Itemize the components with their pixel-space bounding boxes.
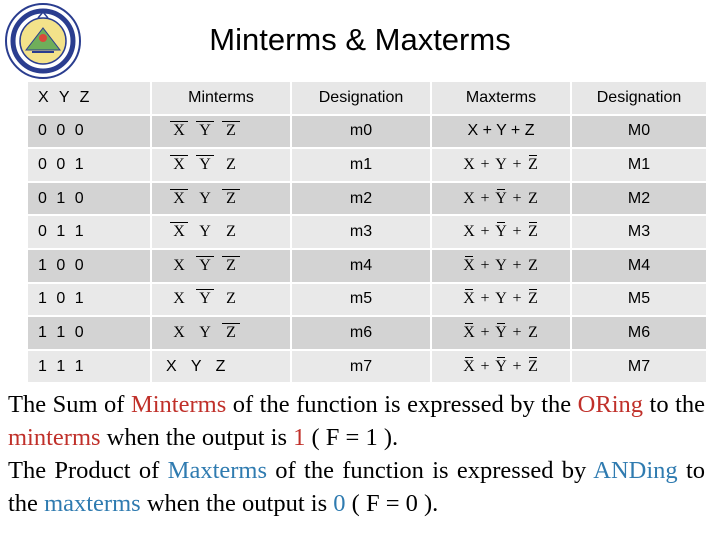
literal: Y: [199, 223, 211, 241]
complemented-literal: Z: [218, 324, 244, 342]
description-segment: to the: [8, 457, 706, 517]
literal: X: [463, 155, 475, 173]
maxterm-expression: X + Y + Z: [467, 122, 535, 140]
literal: Y: [495, 290, 507, 308]
header-designation-minterm: Designation: [292, 82, 432, 114]
complemented-literal: X: [461, 257, 477, 275]
minterm-cell: [152, 317, 292, 349]
description-segment: ( F = 0 ).: [345, 490, 439, 517]
complemented-literal: Z: [525, 290, 541, 308]
maxterm-cell: [432, 149, 572, 181]
literal: X: [173, 256, 185, 274]
maxterm-expression: [461, 358, 541, 376]
or-operator: +: [512, 256, 522, 274]
complemented-literal: X: [166, 156, 192, 174]
minterm-cell: [152, 116, 292, 148]
xyz-cell: 1 1 1: [28, 351, 152, 383]
xyz-cell: 1 1 0: [28, 317, 152, 349]
description-segment: when the output is: [140, 490, 334, 517]
table-row: [28, 216, 706, 250]
maxterm-designation: M2: [627, 189, 651, 207]
minterm-designation: m1: [292, 149, 432, 181]
table-row: [28, 351, 706, 385]
literal: Z: [226, 223, 236, 241]
table-row: [28, 250, 706, 284]
maxterm-cell: [432, 284, 572, 316]
minterm-designation: m5: [292, 284, 432, 316]
or-operator: +: [480, 290, 490, 308]
maxterm-cell: [432, 317, 572, 349]
xyz-cell: 1 0 0: [28, 250, 152, 282]
table-row: [28, 183, 706, 217]
literal: Y: [199, 323, 211, 341]
literal: Y: [199, 189, 211, 207]
maxterm-cell: [432, 351, 572, 383]
table-row: [28, 149, 706, 183]
complemented-literal: Z: [525, 156, 541, 174]
maxterm-designation: M4: [627, 256, 651, 274]
minterm-cell: [152, 284, 292, 316]
description-segment: 1: [293, 424, 306, 451]
or-operator: +: [512, 223, 522, 241]
maxterm-cell: [432, 116, 572, 148]
complemented-literal: Z: [525, 358, 541, 376]
maxterm-cell: [432, 216, 572, 248]
minterm-designation: m3: [292, 216, 432, 248]
description: [8, 388, 705, 520]
complemented-literal: X: [166, 122, 192, 140]
complemented-literal: Y: [493, 223, 509, 241]
maxterm-expression: [461, 324, 541, 342]
complemented-literal: Y: [493, 190, 509, 208]
description-segment: maxterms: [44, 490, 141, 517]
description-segment: ANDing: [593, 457, 678, 484]
maxterm-designation: M6: [627, 323, 651, 341]
maxterm-expression: [461, 290, 541, 308]
complemented-literal: X: [461, 358, 477, 376]
maxterm-designation: M5: [627, 290, 651, 308]
or-operator: +: [480, 223, 490, 241]
literal: Z: [528, 256, 538, 274]
minterm-maxterm-table: [28, 82, 706, 384]
xyz-cell: 0 0 1: [28, 149, 152, 181]
description-segment: ORing: [577, 391, 643, 418]
or-operator: +: [480, 357, 490, 375]
maxterm-cell: [432, 250, 572, 282]
literal: Y: [495, 155, 507, 173]
description-segment: of the function is expressed by the: [226, 391, 578, 418]
sum-of-minterms-text: [8, 388, 705, 454]
description-segment: Minterms: [130, 391, 227, 418]
minterm-designation: m7: [292, 351, 432, 383]
complemented-literal: Y: [493, 358, 509, 376]
complemented-literal: Z: [218, 190, 244, 208]
minterm-designation: m0: [292, 116, 432, 148]
minterm-cell: [152, 183, 292, 215]
minterm-expression: X Y Z: [166, 357, 226, 375]
or-operator: +: [480, 256, 490, 274]
maxterm-designation: M7: [627, 357, 651, 375]
literal: X: [173, 323, 185, 341]
maxterm-designation: M0: [627, 122, 651, 140]
literal: Z: [528, 323, 538, 341]
table-row: [28, 317, 706, 351]
literal: Z: [226, 290, 236, 308]
xyz-cell: 0 0 0: [28, 116, 152, 148]
description-segment: The Product of: [8, 457, 168, 484]
complemented-literal: X: [461, 290, 477, 308]
maxterm-expression: [461, 257, 541, 275]
or-operator: +: [480, 155, 490, 173]
complemented-literal: Y: [192, 156, 218, 174]
or-operator: +: [512, 189, 522, 207]
description-segment: The Sum of: [8, 391, 131, 418]
header-maxterms: Maxterms: [432, 82, 572, 114]
description-segment: to the: [643, 391, 706, 418]
description-segment: Maxterms: [167, 457, 267, 484]
xyz-cell: 1 0 1: [28, 284, 152, 316]
literal: Z: [226, 155, 236, 173]
minterm-cell: [152, 351, 292, 383]
description-segment: minterms: [8, 424, 101, 451]
or-operator: +: [480, 189, 490, 207]
maxterm-expression: [461, 223, 541, 241]
complemented-literal: Z: [218, 122, 244, 140]
complemented-literal: Y: [192, 290, 218, 308]
description-segment: of the function is expressed by: [267, 457, 594, 484]
complemented-literal: Y: [192, 257, 218, 275]
complemented-literal: X: [166, 223, 192, 241]
complemented-literal: Z: [218, 257, 244, 275]
or-operator: +: [512, 290, 522, 308]
header-minterms: Minterms: [152, 82, 292, 114]
xyz-cell: 0 1 1: [28, 216, 152, 248]
header-designation-maxterm: Designation: [596, 88, 682, 106]
complemented-literal: X: [461, 324, 477, 342]
minterm-designation: m4: [292, 250, 432, 282]
or-operator: +: [512, 357, 522, 375]
maxterm-designation: M1: [627, 155, 651, 173]
minterm-cell: [152, 216, 292, 248]
literal: X: [463, 223, 475, 241]
table-row: [28, 116, 706, 150]
maxterm-expression: [461, 156, 541, 174]
description-segment: 0: [333, 490, 346, 517]
maxterm-expression: [461, 190, 541, 208]
or-operator: +: [480, 323, 490, 341]
literal: X: [173, 290, 185, 308]
maxterm-designation: M3: [627, 223, 651, 241]
complemented-literal: X: [166, 190, 192, 208]
header-xyz: X Y Z: [28, 82, 152, 114]
or-operator: +: [512, 155, 522, 173]
minterm-cell: [152, 250, 292, 282]
description-segment: when the output is: [100, 424, 294, 451]
page-title: Minterms & Maxterms: [209, 22, 511, 57]
table-body: [28, 116, 706, 385]
product-of-maxterms-text: [8, 454, 705, 520]
literal: Y: [495, 256, 507, 274]
table-row: [28, 284, 706, 318]
or-operator: +: [512, 323, 522, 341]
maxterm-cell: [432, 183, 572, 215]
description-segment: ( F = 1 ).: [305, 424, 399, 451]
literal: Z: [528, 189, 538, 207]
complemented-literal: Y: [493, 324, 509, 342]
literal: X: [463, 189, 475, 207]
minterm-designation: m6: [292, 317, 432, 349]
table-header-row: [28, 82, 706, 116]
xyz-cell: 0 1 0: [28, 183, 152, 215]
complemented-literal: Y: [192, 122, 218, 140]
minterm-designation: m2: [292, 183, 432, 215]
minterm-cell: [152, 149, 292, 181]
complemented-literal: Z: [525, 223, 541, 241]
